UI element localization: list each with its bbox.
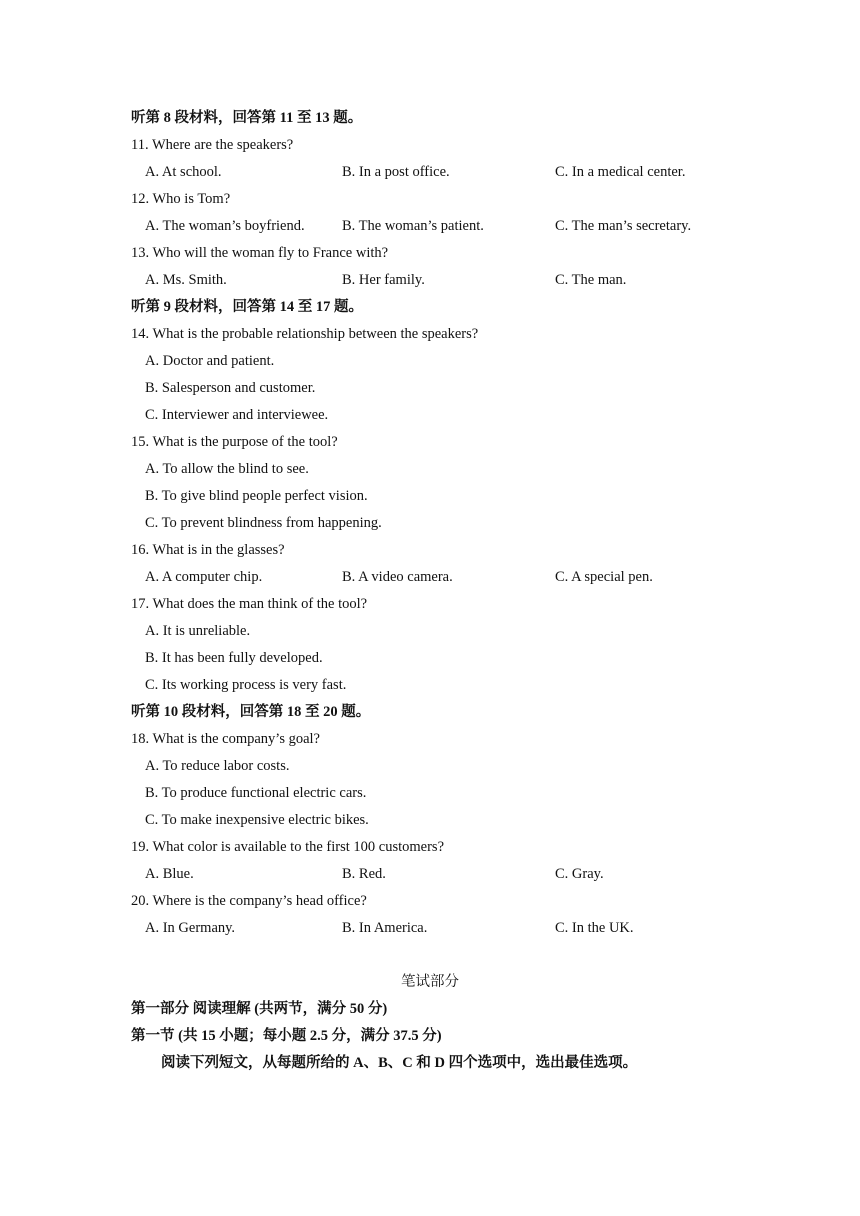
question-13-options	[0, 270, 860, 290]
option-a: A. A computer chip.	[145, 569, 263, 585]
option-a: A. The woman’s boyfriend.	[145, 218, 305, 234]
option-b: B. To give blind people perfect vision.	[145, 488, 368, 504]
option-c: C. Gray.	[555, 866, 604, 882]
option-c: C. The man’s secretary.	[555, 218, 692, 234]
question-12: 12. Who is Tom?	[131, 191, 231, 207]
question-19: 19. What color is available to the first 100 customers?	[131, 839, 445, 855]
section-8-header: 听第 8 段材料，回答第 11 至 13 题。	[131, 110, 363, 126]
option-c: C. To prevent blindness from happening.	[145, 515, 382, 531]
option-b: B. Her family.	[342, 272, 425, 288]
question-15: 15. What is the purpose of the tool?	[131, 434, 338, 450]
option-c: C. A special pen.	[555, 569, 653, 585]
question-16: 16. What is in the glasses?	[131, 542, 285, 558]
option-b: B. In a post office.	[342, 164, 450, 180]
option-a: A. In Germany.	[145, 920, 236, 936]
option-a: A. To reduce labor costs.	[145, 758, 290, 774]
option-b: B. It has been fully developed.	[145, 650, 323, 666]
question-19-options	[0, 864, 860, 884]
option-b: B. The woman’s patient.	[342, 218, 484, 234]
option-c: C. Its working process is very fast.	[145, 677, 347, 693]
reading-instruction: 阅读下列短文，从每题所给的 A、B、C 和 D 四个选项中，选出最佳选项。	[161, 1055, 638, 1071]
question-18: 18. What is the company’s goal?	[131, 731, 320, 747]
question-16-options	[0, 567, 860, 587]
written-section-title: 笔试部分	[401, 974, 459, 990]
section-1-header: 第一节 (共 15 小题；每小题 2.5 分，满分 37.5 分)	[131, 1028, 442, 1044]
option-a: A. At school.	[145, 164, 222, 180]
question-14: 14. What is the probable relationship between the speakers?	[131, 326, 479, 342]
option-b: B. A video camera.	[342, 569, 453, 585]
option-a: A. Blue.	[145, 866, 194, 882]
option-b: B. In America.	[342, 920, 428, 936]
option-a: A. Doctor and patient.	[145, 353, 275, 369]
option-b: B. Salesperson and customer.	[145, 380, 316, 396]
question-11: 11. Where are the speakers?	[131, 137, 294, 153]
question-13: 13. Who will the woman fly to France with?	[131, 245, 389, 261]
question-17: 17. What does the man think of the tool?	[131, 596, 368, 612]
section-10-header: 听第 10 段材料，回答第 18 至 20 题。	[131, 704, 371, 720]
question-12-options	[0, 216, 860, 236]
option-c: C. Interviewer and interviewee.	[145, 407, 329, 423]
option-b: B. To produce functional electric cars.	[145, 785, 367, 801]
question-11-options	[0, 162, 860, 182]
section-9-header: 听第 9 段材料，回答第 14 至 17 题。	[131, 299, 363, 315]
question-20: 20. Where is the company’s head office?	[131, 893, 367, 909]
question-20-options	[0, 918, 860, 938]
option-c: C. To make inexpensive electric bikes.	[145, 812, 369, 828]
option-c: C. In a medical center.	[555, 164, 686, 180]
option-a: A. Ms. Smith.	[145, 272, 227, 288]
part-1-header: 第一部分 阅读理解 (共两节，满分 50 分)	[131, 1001, 388, 1017]
option-b: B. Red.	[342, 866, 386, 882]
option-c: C. The man.	[555, 272, 627, 288]
option-a: A. It is unreliable.	[145, 623, 251, 639]
option-a: A. To allow the blind to see.	[145, 461, 309, 477]
option-c: C. In the UK.	[555, 920, 634, 936]
